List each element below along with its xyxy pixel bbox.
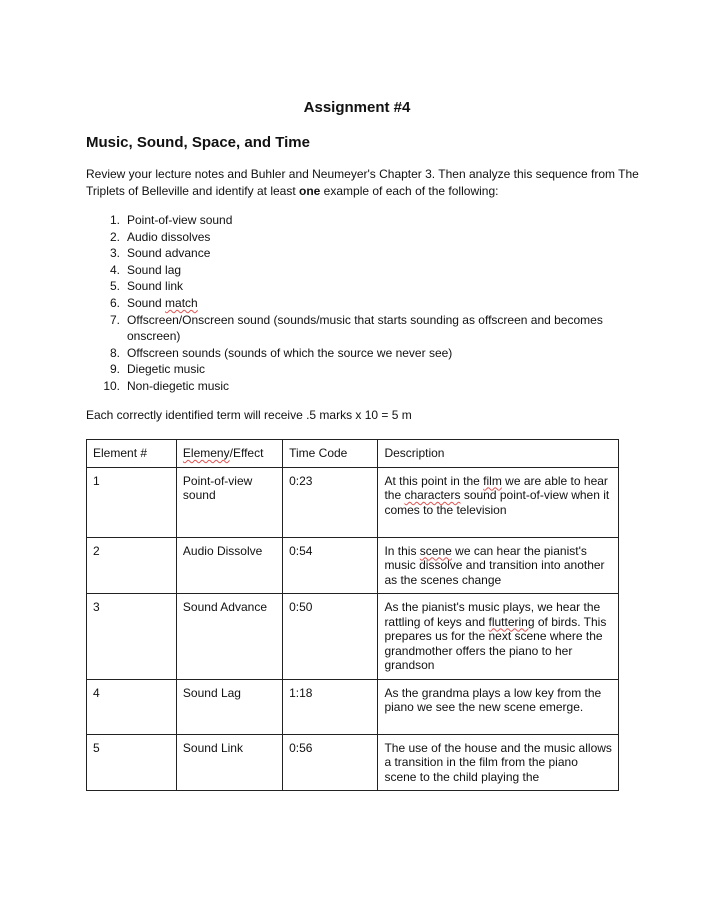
cell-time: 0:50: [283, 594, 378, 680]
cell-time: 0:56: [283, 734, 378, 791]
intro-text-bold: one: [299, 184, 321, 198]
cell-effect: Sound Lag: [176, 679, 282, 734]
cell-time: 1:18: [283, 679, 378, 734]
table-row: [87, 734, 619, 791]
list-item: [86, 345, 606, 362]
desc-text: At this point in the: [384, 473, 484, 488]
desc-text: we can hear the pianist's music dissolve and transition into another as the scenes change: [384, 543, 605, 587]
desc-text: sound point-of-view when it comes to the television: [384, 488, 610, 517]
list-number: 8.: [109, 345, 120, 360]
list-number: 9.: [109, 362, 120, 377]
table-row: [87, 467, 619, 537]
spellcheck-word[interactable]: Elemeny: [182, 446, 230, 460]
spellcheck-word[interactable]: fluttering: [488, 614, 535, 629]
desc-text: As the pianist's music plays, we hear the rattling of keys and: [384, 600, 601, 629]
cell-element: 4: [87, 679, 177, 734]
spellcheck-word[interactable]: film: [483, 473, 502, 488]
table-row: [87, 679, 619, 734]
cell-description: The use of the house and the music allows a transition in the film from the piano scene to the child playing the: [378, 734, 619, 791]
list-text: Sound link: [127, 279, 184, 294]
list-text: Offscreen/Onscreen sound (sounds/music that starts sounding as offscreen and becomes onscreen): [127, 312, 603, 344]
list-number: 3.: [109, 246, 120, 261]
list-item: [86, 262, 606, 279]
list-item: [86, 229, 606, 246]
spellcheck-word[interactable]: scene: [419, 543, 452, 558]
list-text: Point-of-view sound: [127, 213, 233, 227]
table-header-row: [87, 440, 619, 468]
list-item: [86, 278, 606, 295]
list-item: [86, 312, 606, 345]
list-text: Audio dissolves: [127, 229, 211, 244]
list-item: [86, 361, 606, 378]
table-row: [87, 594, 619, 680]
list-item: [86, 245, 606, 262]
desc-text: In this: [384, 543, 420, 558]
list-number: 1.: [109, 213, 120, 227]
list-number: 5.: [109, 279, 120, 294]
list-number: 6.: [109, 295, 120, 310]
spellcheck-word[interactable]: characters: [404, 488, 461, 502]
elements-table: [86, 439, 619, 791]
list-number: 2.: [109, 229, 120, 244]
cell-element: 2: [87, 537, 177, 594]
assignment-subtitle: Music, Sound, Space, and Time: [86, 134, 310, 151]
cell-element: 3: [87, 594, 177, 680]
list-item: [86, 212, 606, 229]
list-item: [86, 295, 606, 312]
desc-text: we are able to hear the: [384, 473, 608, 502]
cell-effect: Sound Link: [176, 734, 282, 791]
header-time-code: Time Code: [283, 440, 378, 468]
list-text: Sound lag: [127, 262, 182, 277]
cell-effect: Audio Dissolve: [176, 537, 282, 594]
table-row: [87, 537, 619, 594]
list-text: Diegetic music: [127, 362, 206, 377]
marks-note: Each correctly identified term will receive .5 marks x 10 = 5 m: [86, 408, 412, 422]
cell-element: 5: [87, 734, 177, 791]
cell-description: [378, 467, 619, 537]
spellcheck-word[interactable]: match: [165, 295, 198, 310]
list-item: [86, 378, 606, 395]
list-number: 10.: [103, 378, 120, 393]
cell-time: 0:54: [283, 537, 378, 594]
intro-text-start: Review your lecture notes and Buhler and Neumeyer's Chapter 3. Then analyze this sequence from The Triplets of Belleville and identify at least: [86, 167, 639, 198]
list-text: Sound advance: [127, 246, 211, 261]
term-list: [86, 212, 606, 395]
intro-text-end: example of each of the following:: [320, 184, 499, 198]
header-effect: [176, 440, 282, 468]
cell-description: [378, 594, 619, 680]
cell-description: As the grandma plays a low key from the piano we see the new scene emerge.: [378, 679, 619, 734]
cell-element: 1: [87, 467, 177, 537]
cell-description: [378, 537, 619, 594]
list-text: Offscreen sounds (sounds of which the source we never see): [127, 345, 453, 360]
list-number: 7.: [109, 312, 120, 327]
assignment-title: Assignment #4: [303, 99, 411, 116]
cell-effect: Sound Advance: [176, 594, 282, 680]
intro-paragraph: [86, 166, 646, 200]
list-number: 4.: [109, 262, 120, 277]
header-description: Description: [378, 440, 619, 468]
list-text: Non-diegetic music: [127, 378, 230, 393]
cell-time: 0:23: [283, 467, 378, 537]
cell-effect: Point-of-view sound: [176, 467, 282, 537]
desc-text: of birds. This prepares us for the next scene where the grandmother offers the piano to her grandson: [384, 614, 607, 672]
header-element: Element #: [87, 440, 177, 468]
header-effect-rest: /Effect: [229, 446, 264, 460]
list-text: Sound: [127, 295, 166, 310]
